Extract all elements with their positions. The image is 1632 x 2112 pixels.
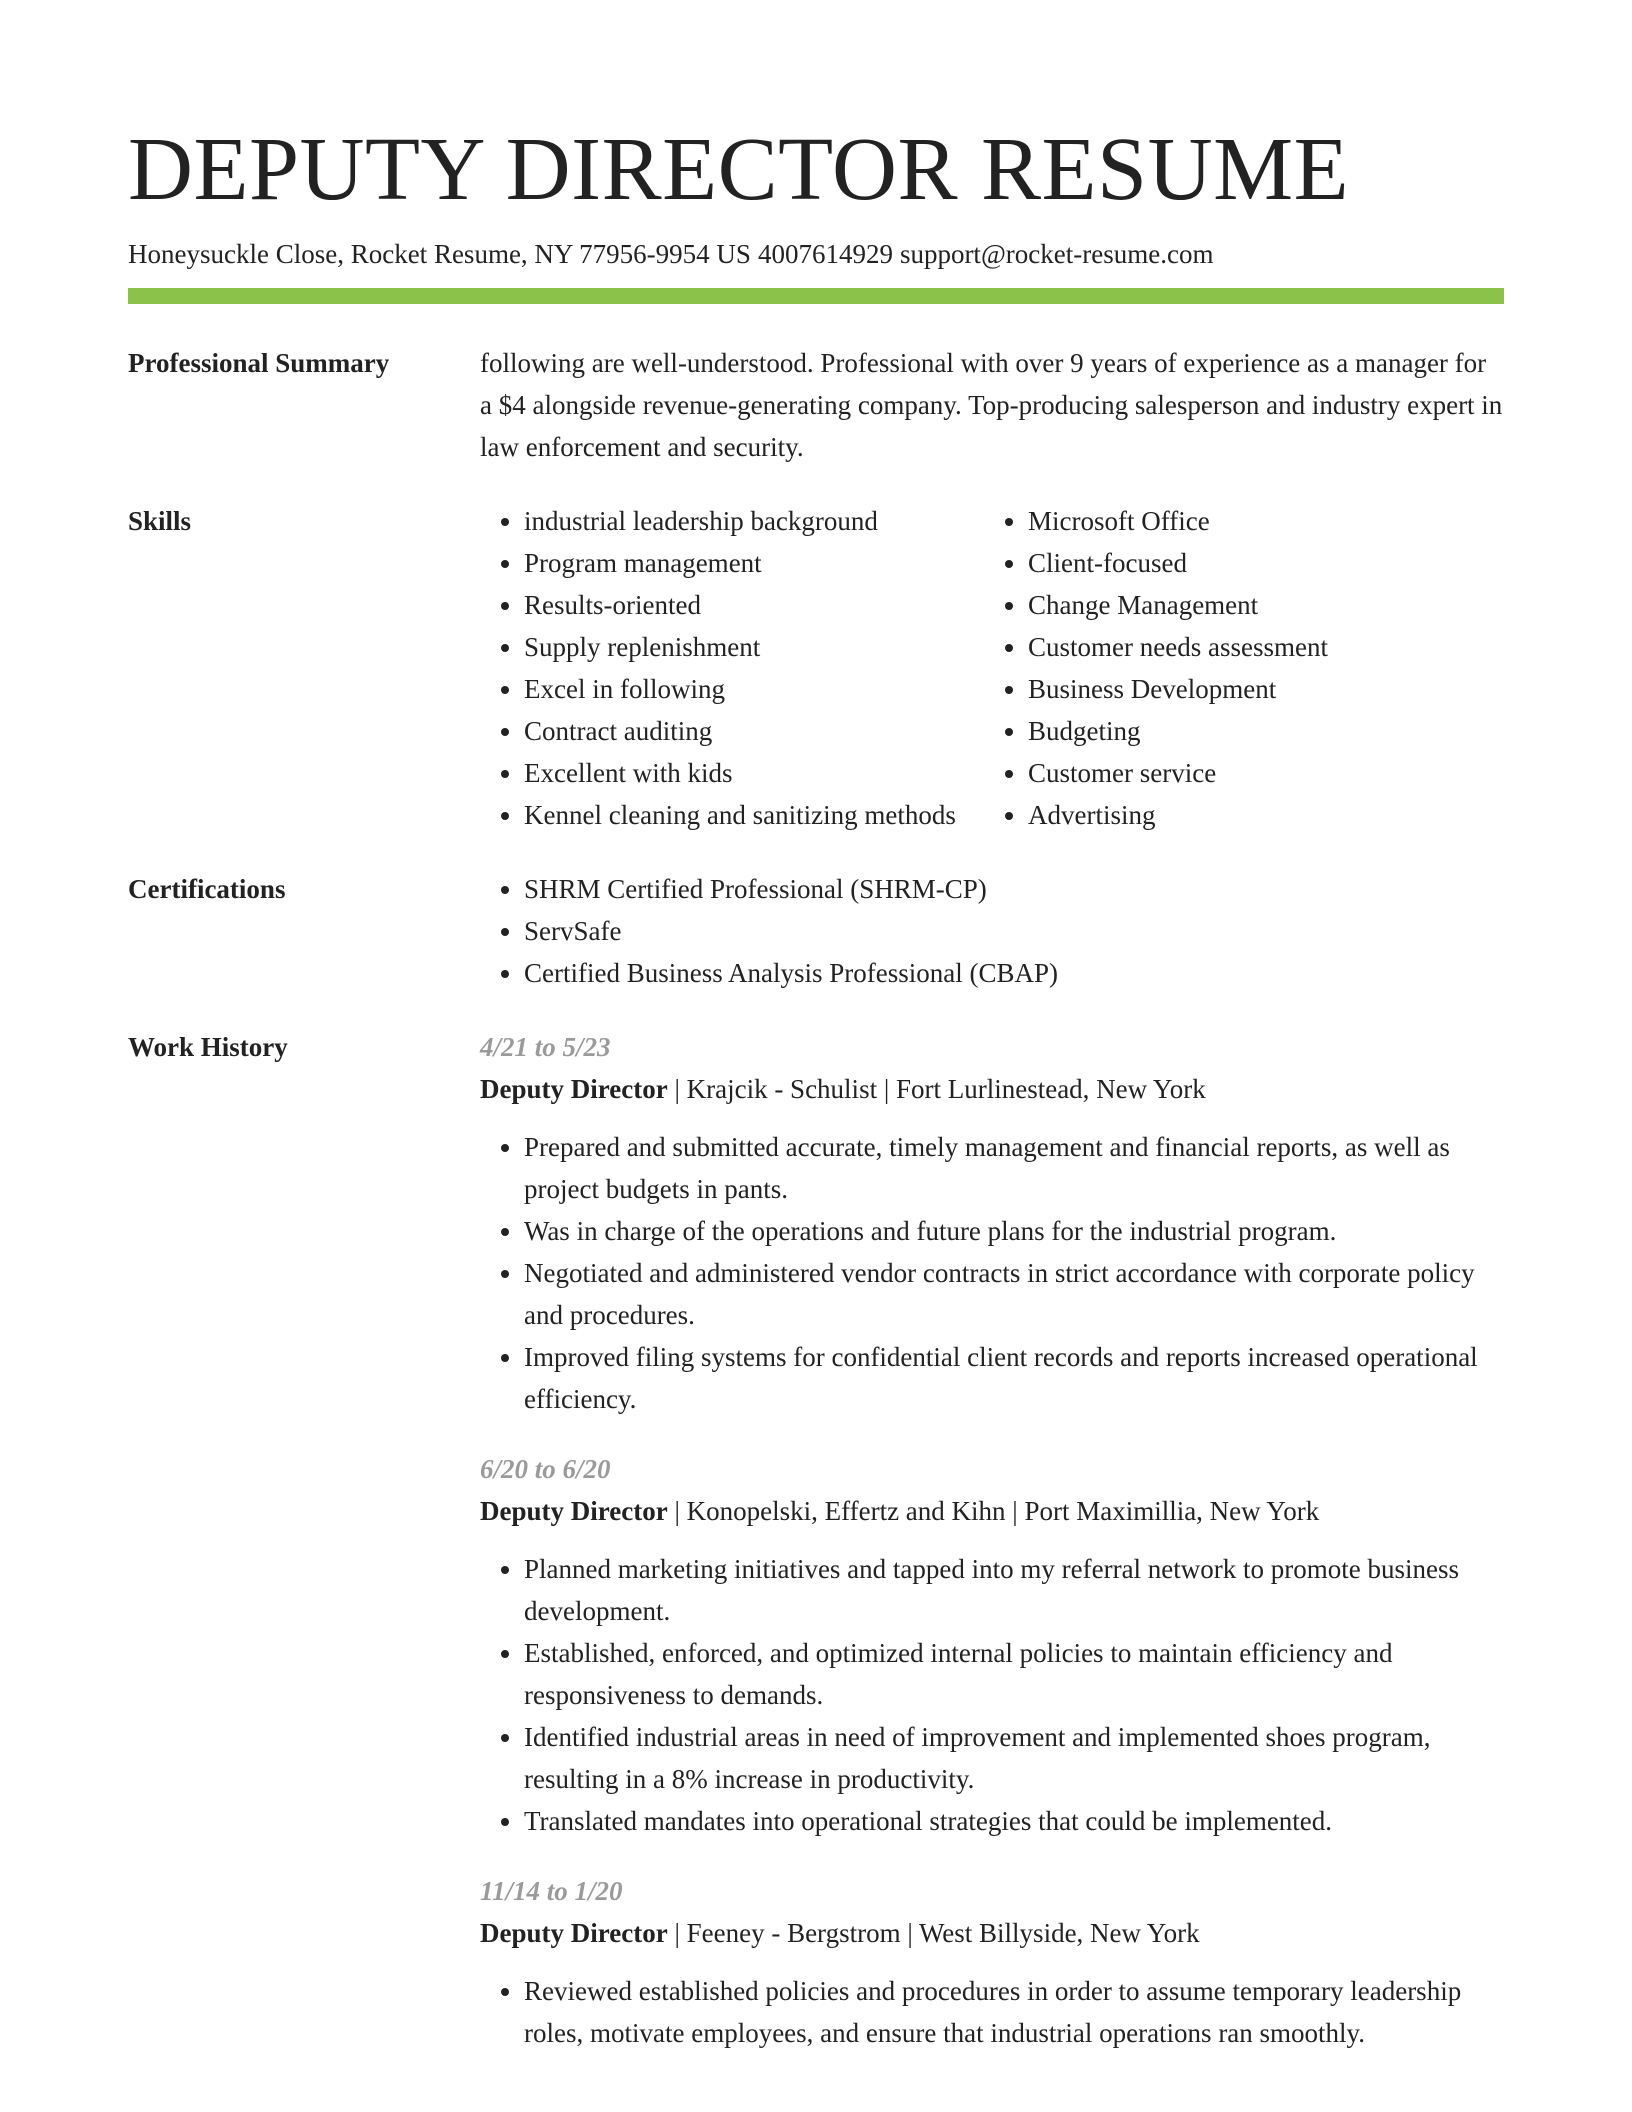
contact-phone: 4007614929 — [757, 239, 893, 269]
summary-section — [128, 342, 1504, 468]
section-label-certifications: Certifications — [128, 874, 286, 904]
section-label-skills: Skills — [128, 506, 192, 536]
skill-item: • Advertising — [1028, 794, 1328, 836]
job-bullet: • Improved filing systems for confidential client records and reports increased operational efficiency. — [524, 1336, 1504, 1420]
skill-item: • Customer service — [1028, 752, 1328, 794]
job-bullet: • Negotiated and administered vendor contracts in strict accordance with corporate policy and procedures. — [524, 1252, 1504, 1336]
skills-list-left — [480, 500, 984, 836]
job-entry — [480, 1026, 1504, 1420]
job-heading — [480, 1068, 1504, 1110]
job-bullet: • Was in charge of the operations and future plans for the industrial program. — [524, 1210, 1504, 1252]
section-label-work-history: Work History — [128, 1032, 288, 1062]
job-dates: 6/20 to 6/20 — [480, 1454, 611, 1484]
contact-email: support@rocket-resume.com — [899, 239, 1214, 269]
job-heading — [480, 1912, 1504, 1954]
skill-item: • Kennel cleaning and sanitizing methods — [524, 794, 984, 836]
skill-item: • Customer needs assessment — [1028, 626, 1328, 668]
job-details: | Konopelski, Effertz and Kihn | Port Maximillia, New York — [667, 1496, 1320, 1526]
skill-item: • Budgeting — [1028, 710, 1328, 752]
header-divider — [128, 288, 1504, 304]
job-title: Deputy Director — [480, 1918, 668, 1948]
skill-item: • industrial leadership background — [524, 500, 984, 542]
job-title: Deputy Director — [480, 1496, 668, 1526]
certification-item: • ServSafe — [524, 910, 1504, 952]
section-label-summary: Professional Summary — [128, 348, 390, 378]
certification-item: • SHRM Certified Professional (SHRM-CP) — [524, 868, 1504, 910]
certification-item: • Certified Business Analysis Professional (CBAP) — [524, 952, 1504, 994]
job-details: | Feeney - Bergstrom | West Billyside, New York — [667, 1918, 1200, 1948]
job-bullets — [480, 1970, 1504, 2054]
skills-section — [128, 500, 1504, 836]
job-dates: 11/14 to 1/20 — [480, 1876, 623, 1906]
skill-item: • Change Management — [1028, 584, 1328, 626]
skill-item: • Business Development — [1028, 668, 1328, 710]
skill-item: • Excellent with kids — [524, 752, 984, 794]
certifications-section — [128, 868, 1504, 994]
resume-title: DEPUTY DIRECTOR RESUME — [128, 120, 1350, 219]
skill-item: • Supply replenishment — [524, 626, 984, 668]
resume-page — [128, 118, 1504, 2054]
work-history-section — [128, 1026, 1504, 2054]
job-heading — [480, 1490, 1504, 1532]
skill-item: • Program management — [524, 542, 984, 584]
job-bullet: • Identified industrial areas in need of improvement and implemented shoes program, resulting in a 8% increase in productivity. — [524, 1716, 1504, 1800]
contact-address: Honeysuckle Close, Rocket Resume, NY 77956-9954 US — [128, 239, 751, 269]
job-entry — [480, 1448, 1504, 1842]
job-bullet: • Planned marketing initiatives and tapped into my referral network to promote business development. — [524, 1548, 1504, 1632]
job-bullet: • Prepared and submitted accurate, timely management and financial reports, as well as project budgets in pants. — [524, 1126, 1504, 1210]
skill-item: • Results-oriented — [524, 584, 984, 626]
skill-item: • Microsoft Office — [1028, 500, 1328, 542]
job-bullet: • Reviewed established policies and procedures in order to assume temporary leadership roles, motivate employees, and ensure that industrial operations ran smoothly. — [524, 1970, 1504, 2054]
summary-text: following are well-understood. Professional with over 9 years of experience as a manager for a $4 alongside revenue-generating company. Top-producing salesperson and industry expert in law enforcement and security. — [480, 348, 1503, 462]
job-entry — [480, 1870, 1504, 2054]
job-dates: 4/21 to 5/23 — [480, 1032, 611, 1062]
job-title: Deputy Director — [480, 1074, 668, 1104]
job-details: | Krajcik - Schulist | Fort Lurlinestead, New York — [667, 1074, 1206, 1104]
skill-item: • Client-focused — [1028, 542, 1328, 584]
skills-grid — [480, 500, 1504, 836]
skill-item: • Excel in following — [524, 668, 984, 710]
job-bullet: • Established, enforced, and optimized internal policies to maintain efficiency and responsiveness to demands. — [524, 1632, 1504, 1716]
skill-item: • Contract auditing — [524, 710, 984, 752]
job-bullet: • Translated mandates into operational strategies that could be implemented. — [524, 1800, 1504, 1842]
job-bullets — [480, 1548, 1504, 1842]
job-bullets — [480, 1126, 1504, 1420]
certifications-list — [480, 868, 1504, 994]
skills-list-right — [984, 500, 1328, 836]
contact-line — [128, 234, 1504, 274]
